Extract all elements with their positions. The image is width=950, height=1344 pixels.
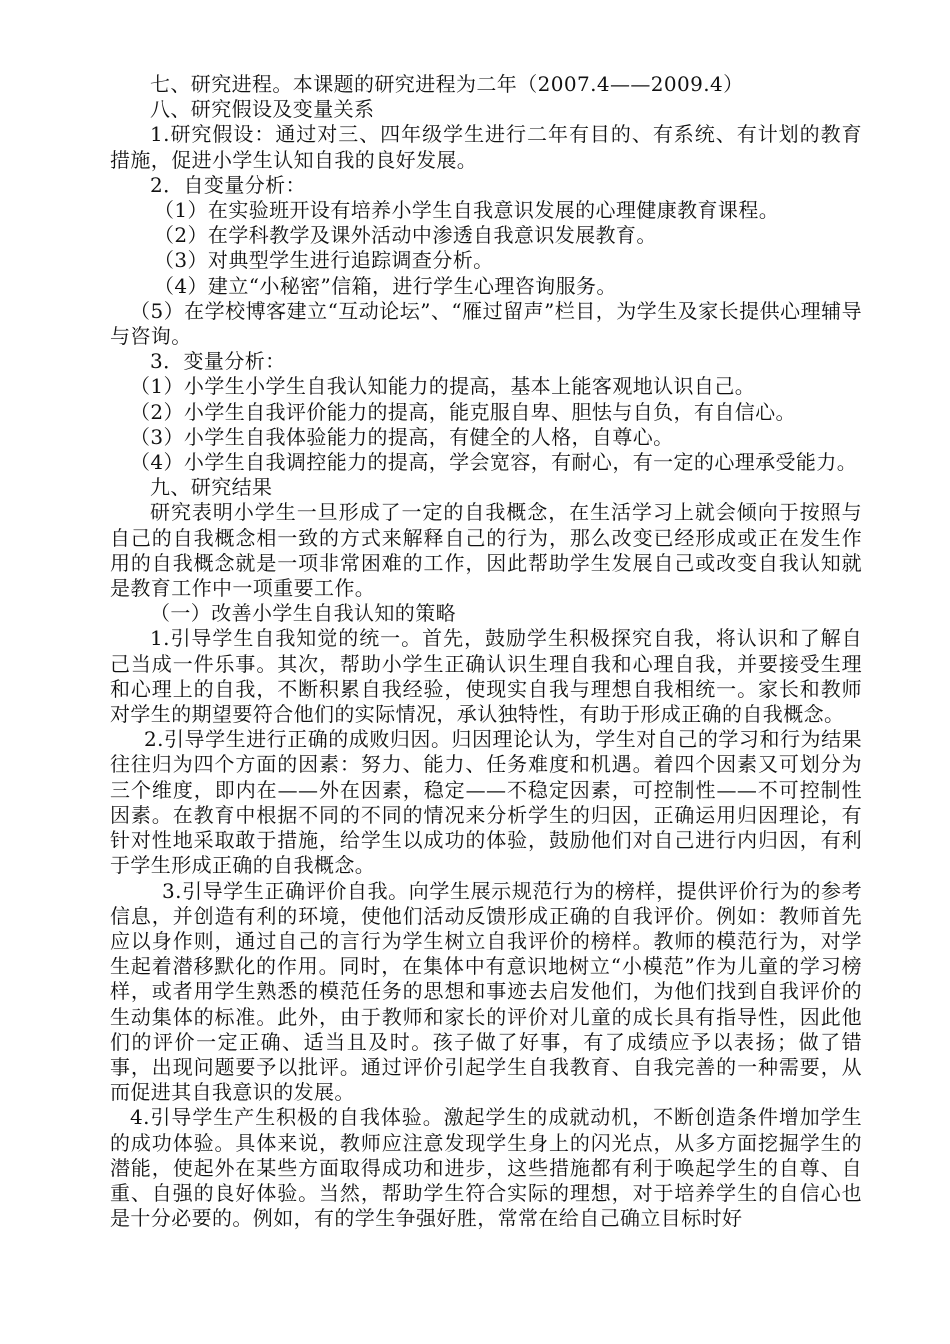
document-page xyxy=(110,72,862,1231)
paragraph-strategy-4: 4.引导学生产生积极的自我体验。激起学生的成就动机，不断创造条件增加学生的成功体验。具体来说，教师应注意发现学生身上的闪光点，从多方面挖掘学生的潜能，使起外在某些方面取得成功和进步，这些措施都有利于唤起学生的自尊、自重、自强的良好体验。当然，帮助学生符合实际的理想，对于培养学生的自信心也是十分必要的。例如，有的学生争强好胜，常常在给自己确立目标时好 xyxy=(110,1105,862,1231)
list-item-variable-3: （3）小学生自我体验能力的提高，有健全的人格，自尊心。 xyxy=(130,424,674,449)
paragraph-strategy-3: 3.引导学生正确评价自我。向学生展示规范行为的榜样，提供评价行为的参考信息，并创造有利的环境，使他们活动反馈形成正确的自我评价。例如：教师首先应以身作则，通过自己的言行为学生树立自我评价的榜样。教师的模范行为，对学生起着潜移默化的作用。同时，在集体中有意识地树立“小模范”作为儿童的学习榜样，或者用学生熟悉的模范任务的思想和事迹去启发他们，为他们找到自我评价的生动集体的标准。此外，由于教师和家长的评价对儿童的成长具有指导性，因此他们的评价一定正确、适当且及时。孩子做了好事，有了成绩应予以表扬；做了错事，出现问题要予以批评。通过评价引起学生自我教育、自我完善的一种需要，从而促进其自我意识的发展。 xyxy=(110,878,862,1105)
heading-variable-analysis: 3．变量分析： xyxy=(150,349,286,374)
list-item-variable-1: （1）小学生小学生自我认知能力的提高，基本上能客观地认识自己。 xyxy=(130,374,756,399)
heading-research-results: 九、研究结果 xyxy=(150,475,273,500)
heading-hypothesis-variables: 八、研究假设及变量关系 xyxy=(150,97,375,122)
list-item-independent-1: （1）在实验班开设有培养小学生自我意识发展的心理健康教育课程。 xyxy=(154,198,780,223)
list-item-independent-5: （5）在学校博客建立“互动论坛”、“雁过留声”栏目，为学生及家长提供心理辅导与咨询。 xyxy=(110,298,862,349)
list-item-independent-2: （2）在学科教学及课外活动中渗透自我意识发展教育。 xyxy=(154,223,657,248)
list-item-independent-3: （3）对典型学生进行追踪调查分析。 xyxy=(154,248,494,273)
list-item-variable-4: （4）小学生自我调控能力的提高，学会宽容，有耐心，有一定的心理承受能力。 xyxy=(130,450,858,475)
paragraph-strategy-2: 2.引导学生进行正确的成败归因。归因理论认为，学生对自己的学习和行为结果往往归为四个方面的因素：努力、能力、任务难度和机遇。着四个因素又可划分为三个维度，即内在——外在因素，稳定——不稳定因素，可控制性——不可控制性因素。在教育中根据不同的不同的情况来分析学生的归因，正确运用归因理论，有针对性地采取敢于措施，给学生以成功的体验，鼓励他们对自己进行内归因，有利于学生形成正确的自我概念。 xyxy=(110,727,862,878)
list-item-independent-4: （4）建立“小秘密”信箱，进行学生心理咨询服务。 xyxy=(154,273,617,298)
paragraph-strategy-1: 1.引导学生自我知觉的统一。首先，鼓励学生积极探究自我，将认识和了解自己当成一件乐事。其次，帮助小学生正确认识生理自我和心理自我，并要接受生理和心理上的自我，不断积累自我经验，使现实自我与理想自我相统一。家长和教师对学生的期望要符合他们的实际情况，承认独特性，有助于形成正确的自我概念。 xyxy=(110,626,862,727)
heading-independent-variables: 2．自变量分析： xyxy=(150,172,306,197)
list-item-variable-2: （2）小学生自我评价能力的提高，能克服自卑、胆怯与自负，有自信心。 xyxy=(130,399,796,424)
paragraph-hypothesis: 1.研究假设：通过对三、四年级学生进行二年有目的、有系统、有计划的教育措施，促进小学生认知自我的良好发展。 xyxy=(110,122,862,172)
heading-strategies: （一）改善小学生自我认知的策略 xyxy=(150,601,456,626)
paragraph-research-progress: 七、研究进程。本课题的研究进程为二年（2007.4——2009.4） xyxy=(150,72,744,96)
paragraph-results-intro: 研究表明小学生一旦形成了一定的自我概念，在生活学习上就会倾向于按照与自己的自我概念相一致的方式来解释自己的行为，那么改变已经形成或正在发生作用的自我概念就是一项非常困难的工作，因此帮助学生发展自己或改变自我认知就是教育工作中一项重要工作。 xyxy=(110,500,862,601)
